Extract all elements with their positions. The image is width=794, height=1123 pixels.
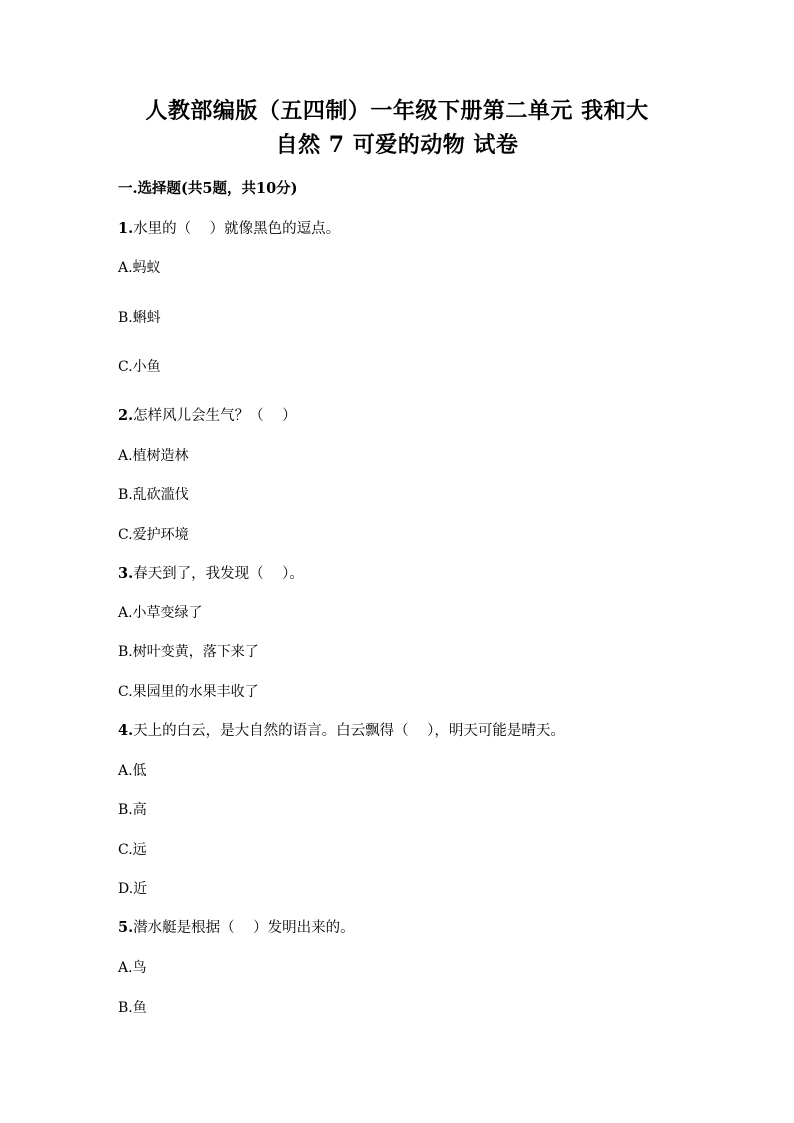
question-2-option-c: C.爱护环境 (118, 527, 189, 543)
question-number: 1. (118, 220, 134, 237)
question-2-option-a: A.植树造林 (118, 448, 189, 464)
question-4-option-d: D.近 (118, 881, 148, 897)
section-header: 一.选择题(共5题，共10分) (118, 180, 298, 197)
question-number: 2. (118, 407, 134, 424)
question-1-option-c: C.小鱼 (118, 359, 161, 375)
question-stem: 潜水艇是根据（ ）发明出来的。 (133, 920, 355, 936)
question-3-option-c: C.果园里的水果丰收了 (118, 684, 259, 700)
question-4-option-a: A.低 (118, 763, 147, 779)
question-number: 5. (118, 919, 134, 936)
question-1-option-b: B.蝌蚪 (118, 310, 161, 326)
question-number: 4. (118, 722, 134, 739)
question-1-option-a: A.蚂蚁 (118, 260, 161, 276)
question-2-option-b: B.乱砍滥伐 (118, 487, 189, 503)
question-stem: 天上的白云，是大自然的语言。白云飘得（ ），明天可能是晴天。 (133, 723, 565, 739)
question-2 (118, 406, 297, 426)
question-1 (118, 219, 340, 239)
question-4-option-b: B.高 (118, 802, 147, 818)
question-3 (118, 564, 304, 584)
question-stem: 春天到了，我发现（ ）。 (133, 566, 304, 582)
page-title-line-1: 人教部编版（五四制）一年级下册第二单元 我和大 (145, 98, 649, 124)
question-stem: 怎样风儿会生气？（ ） (133, 408, 297, 424)
question-3-option-b: B.树叶变黄，落下来了 (118, 644, 259, 660)
question-4 (118, 721, 565, 741)
question-stem: 水里的（ ）就像黑色的逗点。 (133, 221, 341, 237)
question-number: 3. (118, 565, 134, 582)
question-5-option-a: A.鸟 (118, 960, 147, 976)
question-5 (118, 918, 355, 938)
page-title-line-2: 自然 7 可爱的动物 试卷 (275, 132, 519, 158)
question-3-option-a: A.小草变绿了 (118, 605, 203, 621)
question-5-option-b: B.鱼 (118, 1000, 147, 1016)
question-4-option-c: C.远 (118, 842, 147, 858)
